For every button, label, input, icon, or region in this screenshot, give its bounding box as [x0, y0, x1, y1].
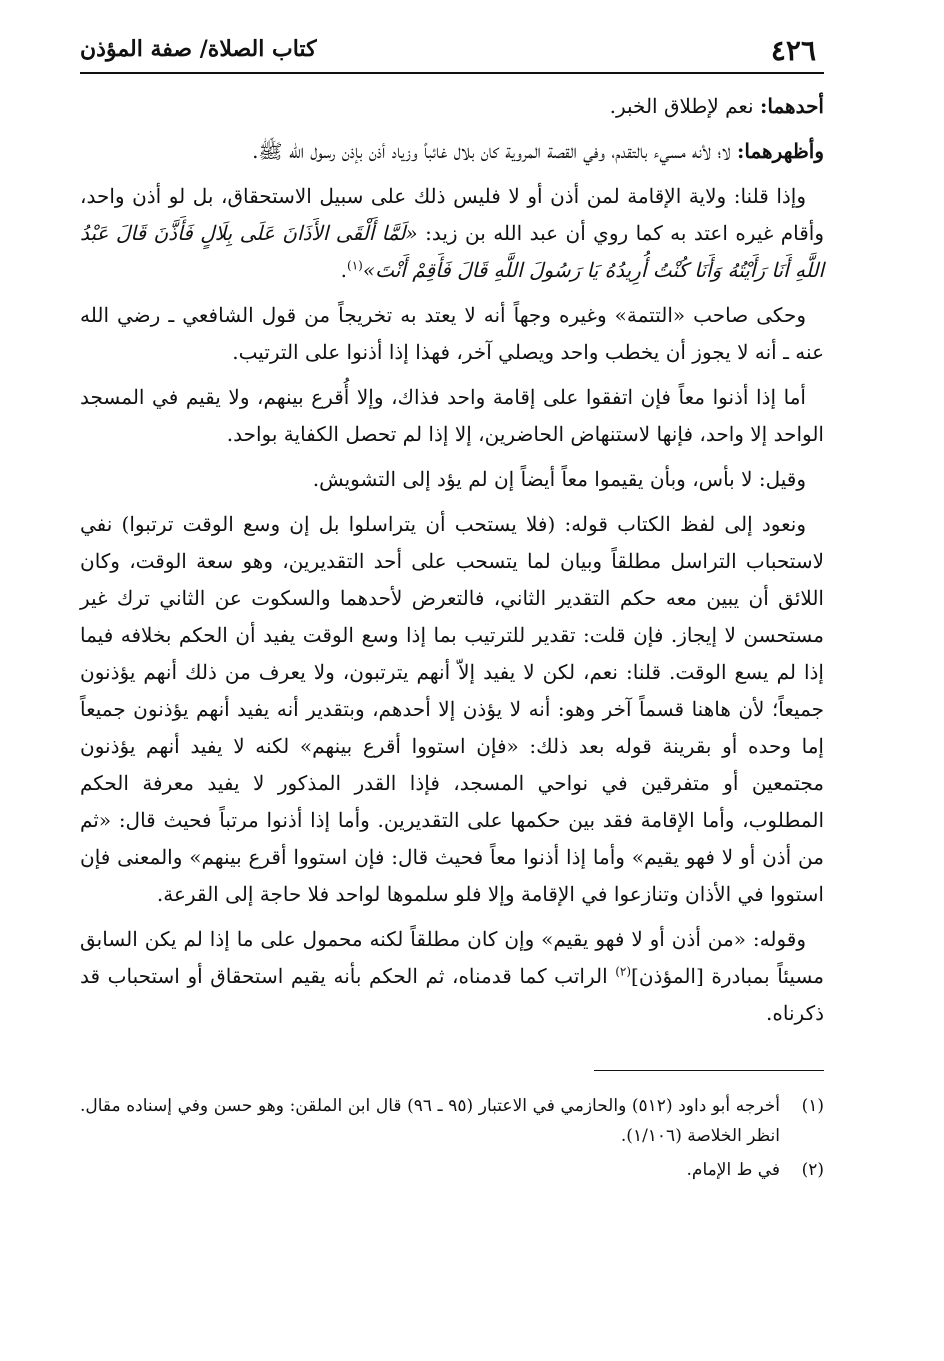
footnotes: [80, 1091, 824, 1185]
footnote-ref-2: (٢): [615, 964, 632, 979]
paragraph-text: وقيل: لا بأس، وبأن يقيموا معاً أيضاً إن لم يؤد إلى التشويش.: [312, 467, 806, 491]
footnote-text: أخرجه أبو داود (٥١٢) والحازمي في الاعتبار (٩٥ ـ ٩٦) قال ابن الملقن: وهو حسن وفي إسناده مقال. انظر الخلاصة (١/١٠٦).: [80, 1096, 780, 1146]
paragraph-7: [80, 506, 824, 913]
paragraph-1: [80, 88, 824, 125]
paragraph-text: وحكى صاحب «التتمة» وغيره وجهاً أنه لا يعتد به تخريجاً من قول الشافعي ـ رضي الله عنه ـ أنه لا يجوز أن يخطب واحد ويصلي آخر، فهذا إذا أذنوا على الترتيب.: [80, 303, 824, 364]
paragraph-5: [80, 379, 824, 453]
paragraph-text: لا؛ لأنه مسيء بالتقدم، وفي القصة المروية كان بلال غائباً وزياد أذن بإذن رسول الله ﷺ.: [252, 139, 738, 163]
paragraph-6: [80, 461, 824, 498]
page-number: ٤٢٦: [770, 34, 816, 67]
paragraph-text: أما إذا أذنوا معاً فإن اتفقوا على إقامة واحد فذاك، وإلا أُقرع بينهم، ولا يقيم في المسجد الواحد إلا واحد، فإنها لاستنهاض الحاضرين، إلا إذا لم تحصل الكفاية بواحد.: [80, 385, 824, 446]
paragraph-text: وإذا قلنا: ولاية الإقامة لمن أذن أو لا فليس ذلك على سبيل الاستحقاق، بل لو أذن واحد، وأقام غيره اعتد به كما روي أن عبد الله بن زيد:: [80, 184, 825, 245]
paragraph-text: ونعود إلى لفظ الكتاب قوله: (فلا يستحب أن يتراسلوا بل إن وسع الوقت ترتبوا) نفي لاستحباب التراسل مطلقاً وبيان لما يتسحب على أحد التقديرين، وهو سعة الوقت، وكان اللائق أن يبين معه حكم التقدير الثاني، فالتعرض لأحدهما والسكوت عن الثاني ترك غير مستحسن لا إيجاز. فإن قلت: تقدير للترتيب بما إذا وسع الوقت يفيد أن الحكم بخلافه فيما إذا لم يسع الوقت. قلنا: نعم، لكن لا يفيد إلاّ أنهم يترتبون، ولا يعرف من ذلك أنهم يؤذنون جميعاً؛ لأن هاهنا قسماً آخر وهو: أنه لا يؤذن إلا أحدهم، وبتقدير أنه يفيد أنهم يؤذنون جميعاً إما وحده أو بقرينة قوله بعد ذلك: «فإن استووا أقرع بينهم» لكنه لا يفيد أنهم يؤذنون مجتمعين أو متفرقين في نواحي المسجد، فإذا القدر المذكور لا يفيد معرفة الحكم المطلوب، وأما الإقامة فقد بين حكمها على التقديرين. وأما إذا أذنوا مرتباً فحيث قال: «ثم من أذن أو لا فهو يقيم» وأما إذا أذنوا معاً فحيث قال: فإن استووا أقرع بينهم» والمعنى فإن استووا في الأذان وتنازعوا في الإقامة وإلا فلو سلموها لواحد فلا حاجة إلى القرعة.: [80, 512, 824, 906]
footnote-number: (٢): [801, 1160, 824, 1180]
paragraph-8: [80, 921, 824, 1032]
footnote-ref-1: (١): [347, 258, 363, 273]
paragraph-end: .: [340, 258, 348, 282]
page-header: [80, 28, 824, 74]
paragraph-3: [80, 178, 824, 289]
footnote-divider: [80, 1056, 824, 1075]
paragraph-2: [80, 133, 824, 170]
paragraph-text: نعم لإطلاق الخبر.: [609, 94, 760, 118]
footnote-number: (١): [801, 1096, 824, 1116]
hadith-quote: «لَمَّا أَلْقَى الأَذَانَ عَلَى بِلَالٍ فَأَذَّنَ قَالَ عَبْدُ اللَّهِ أَنَا رَأَيْتُهُ وَأَنَا كُنْتُ أُرِيدُهُ يَا رَسُولَ اللَّهِ قَالَ فَأَقِمْ أَنْتَ»: [80, 221, 824, 282]
main-text: [80, 88, 824, 1032]
footnote-text: في ط الإمام.: [686, 1160, 780, 1180]
footnote-2: [80, 1155, 824, 1185]
paragraph-4: [80, 297, 824, 371]
paragraph-text: الراتب كما قدمناه، ثم الحكم بأنه يقيم استحقاق أو استحباب قد ذكرناه.: [80, 964, 824, 1025]
footnote-1: [80, 1091, 824, 1151]
paragraph-text: وقوله: «من أذن أو لا فهو يقيم» وإن كان مطلقاً لكنه محمول على ما إذا لم يكن السابق مسيئاً بمبادرة [المؤذن]: [80, 927, 824, 988]
paragraph-lead: وأظهرهما:: [737, 139, 824, 163]
paragraph-lead: أحدهما:: [759, 94, 824, 118]
running-title: كتاب الصلاة/ صفة المؤذن: [80, 36, 317, 62]
